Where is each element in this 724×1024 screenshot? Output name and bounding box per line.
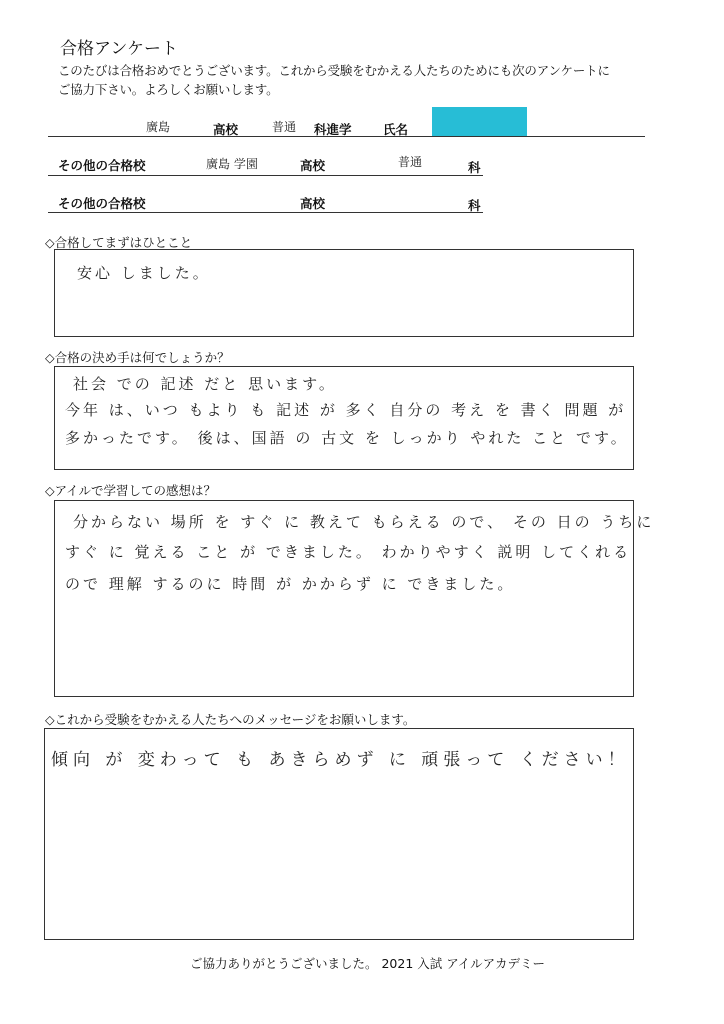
- question-4-answer-line: 傾向 が 変わって も あきらめず に 頑張って ください！: [51, 750, 630, 770]
- question-1-answer-line: 安心 しました。: [77, 264, 211, 282]
- question-4-prompt: ◇これから受験をむかえる人たちへのメッセージをお願いします。: [45, 712, 416, 727]
- question-2-answer-line-3: 多かったです。 後は、国語 の 古文 を しっかり やれた こと です。: [65, 429, 629, 447]
- course-suffix: 科進学: [314, 122, 352, 137]
- intro-line-2: ご協力下さい。よろしくお願いします。: [58, 82, 279, 97]
- name-label: 氏名: [383, 122, 409, 137]
- question-4-answer-box: [44, 728, 634, 940]
- question-2-answer-line-2: 今年 は、いつ もより も 記述 が 多く 自分の 考え を 書く 問題 が: [65, 401, 627, 419]
- question-3-answer-line-3: ので 理解 するのに 時間 が かからず に できました。: [65, 575, 516, 593]
- question-3-answer-line-1: 分からない 場所 を すぐ に 教えて もらえる ので、 その 日の うちに: [73, 513, 655, 531]
- question-1-prompt: ◇合格してまずはひとこと: [45, 235, 193, 250]
- school-row-underline: [48, 136, 645, 137]
- school-name: 廣島: [146, 120, 171, 134]
- question-2-answer-box: [54, 366, 634, 470]
- question-2-prompt: ◇合格の決め手は何でしょうか？: [45, 350, 230, 365]
- question-1-answer-box: [54, 249, 634, 337]
- question-3-answer-line-2: すぐ に 覚える こと が できました。 わかりやすく 説明 してくれる: [65, 543, 632, 561]
- intro-text: [58, 61, 610, 99]
- other-school-1-underline: [48, 175, 483, 176]
- page-title: 合格アンケート: [60, 39, 178, 59]
- other-school-2-koukou: 高校: [300, 196, 326, 211]
- other-school-1-koukou: 高校: [300, 158, 326, 173]
- other-school-2-ka: 科: [468, 198, 481, 213]
- footer-text: ご協力ありがとうございました。 2021 入試 アイルアカデミー: [190, 956, 545, 971]
- question-2-answer-line-1: 社会 での 記述 だと 思います。: [73, 375, 337, 393]
- other-school-1-label: その他の合格校: [58, 158, 146, 173]
- other-school-2-underline: [48, 212, 483, 213]
- question-3-answer-box: [54, 500, 655, 697]
- other-school-2-label: その他の合格校: [58, 196, 146, 211]
- question-3-prompt: ◇アイルで学習しての感想は？: [45, 483, 216, 498]
- redacted-name: [432, 107, 527, 136]
- other-school-1-ka: 科: [468, 160, 481, 175]
- course-name: 普通: [272, 120, 297, 134]
- other-school-1-course: 普通: [398, 155, 423, 169]
- koukou-label: 高校: [213, 122, 239, 137]
- other-school-1-name: 廣島 学園: [206, 157, 258, 171]
- intro-line-1: このたびは合格おめでとうございます。これから受験をむかえる人たちのためにも次のアンケートに: [58, 63, 610, 78]
